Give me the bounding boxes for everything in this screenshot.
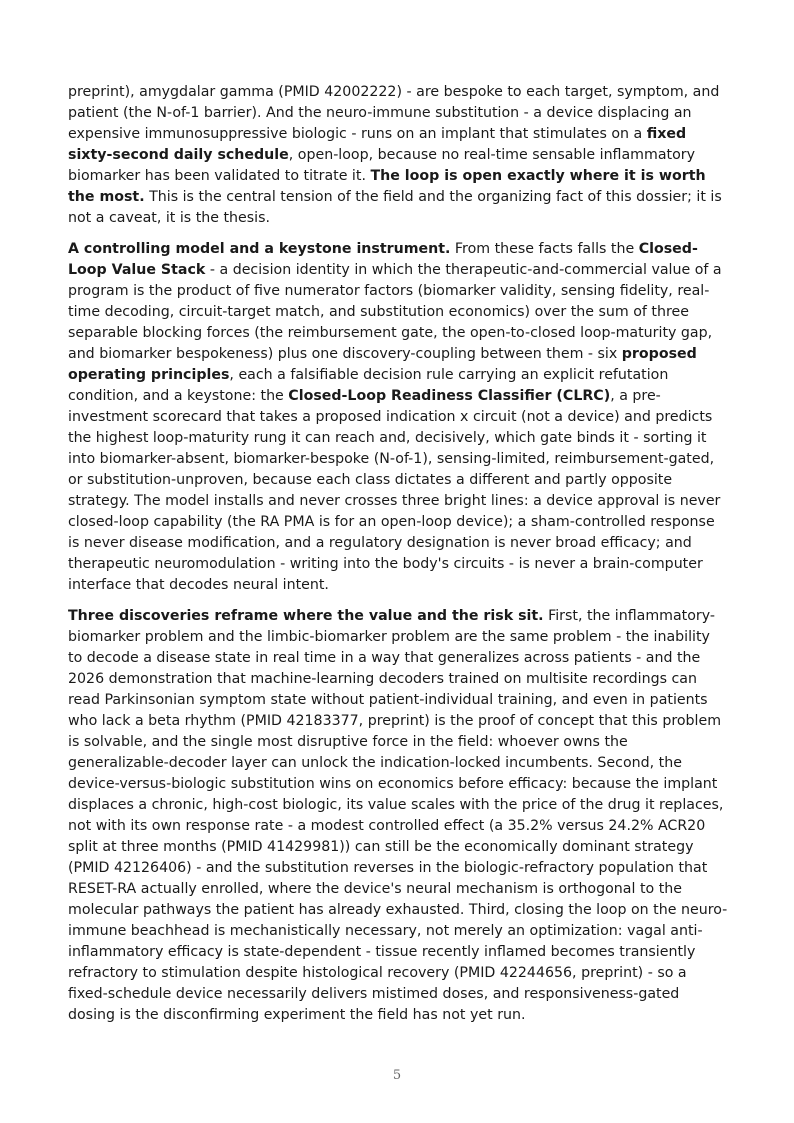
text-segment: , each a falsifiable decision rule carrying an explicit refutation condition, and a keystone: the (68, 367, 669, 404)
text-segment: This is the central tension of the field and the organizing fact of this dossier; it is not a caveat, it is the thesis. (68, 189, 722, 226)
emphasis-text: Closed-Loop Readiness Classifier (CLRC) (288, 388, 611, 404)
emphasis-text: The loop is open exactly where it is worth the most. (68, 168, 706, 205)
document-body (68, 82, 728, 1036)
text-segment: From these facts falls the (450, 241, 639, 257)
emphasis-text: Closed-Loop Value Stack (68, 241, 698, 278)
paragraph-lead-heading: A controlling model and a keystone instrument. (68, 241, 451, 257)
emphasis-text: fixed sixty-second daily schedule (68, 126, 687, 163)
paragraph-open-loop-tension (68, 82, 728, 229)
text-segment: - a decision identity in which the therapeutic-and-commercial value of a program is the product of five numerator factors (biomarker validity, sensing fidelity, real-time decoding, circuit-target match, and substitution economics) over the sum of three separable blocking forces (the reimbursement gate, the open-to-closed loop-maturity gap, and biomarker bespokeness) plus one discovery-coupling between them - six (68, 262, 722, 362)
text-segment: , a pre-investment scorecard that takes a proposed indication x circuit (not a device) and predicts the highest loop-maturity rung it can reach and, decisively, which gate binds it - sorting it into biomarker-absent, biomarker-bespoke (N-of-1), sensing-limited, reimbursement-gated, or substitution-unproven, because each class dictates a different and partly opposite strategy. The model installs and never crosses three bright lines: a device approval is never closed-loop capability (the RA PMA is for an open-loop device); a sham-controlled response is never disease modification, and a regulatory designation is never broad efficacy; and therapeutic neuromodulation - writing into the body's circuits - is never a brain-computer interface that decodes neural intent. (68, 388, 721, 593)
text-segment: , open-loop, because no real-time sensable inflammatory biomarker has been validated to titrate it. (68, 147, 695, 184)
paragraph-three-discoveries (68, 606, 728, 1026)
page-number: 5 (392, 1068, 402, 1083)
text-segment: First, the inflammatory-biomarker problem and the limbic-biomarker problem are the same problem - the inability to decode a disease state in real time in a way that generalizes across patients - and the 2026 demonstration that machine-learning decoders trained on multisite recordings can read Parkinsonian symptom state without patient-individual training, and even in patients who lack a beta rhythm (PMID 42183377, preprint) is the proof of concept that this problem is solvable, and the single most disruptive force in the field: whoever owns the generalizable-decoder layer can unlock the indication-locked incumbents. Second, the device-versus-biologic substitution wins on economics before efficacy: because the implant displaces a chronic, high-cost biologic, its value scales with the price of the drug it replaces, not with its own response rate - a modest controlled effect (a 35.2% versus 24.2% ACR20 split at three months (PMID 41429981)) can still be the economically dominant strategy (PMID 42126406) - and the substitution reverses in the biologic-refractory population that RESET-RA actually enrolled, where the device's neural mechanism is orthogonal to the molecular pathways the patient has already exhausted. Third, closing the loop on the neuro-immune beachhead is mechanistically necessary, not merely an optimization: vagal anti-inflammatory efficacy is state-dependent - tissue recently inflamed becomes transiently refractory to stimulation despite histological recovery (PMID 42244656, preprint) - so a fixed-schedule device necessarily delivers mistimed doses, and responsiveness-gated dosing is the disconfirming experiment the field has not yet run. (68, 608, 728, 1023)
paragraph-lead-heading: Three discoveries reframe where the value and the risk sit. (68, 608, 544, 624)
emphasis-text: proposed operating principles (68, 346, 697, 383)
text-segment: preprint), amygdalar gamma (PMID 42002222) - are bespoke to each target, symptom, and patient (the N-of-1 barrier). And the neuro-immune substitution - a device displacing an expensive immunosuppressive biologic - runs on an implant that stimulates on a (68, 84, 720, 142)
paragraph-controlling-model (68, 239, 728, 596)
